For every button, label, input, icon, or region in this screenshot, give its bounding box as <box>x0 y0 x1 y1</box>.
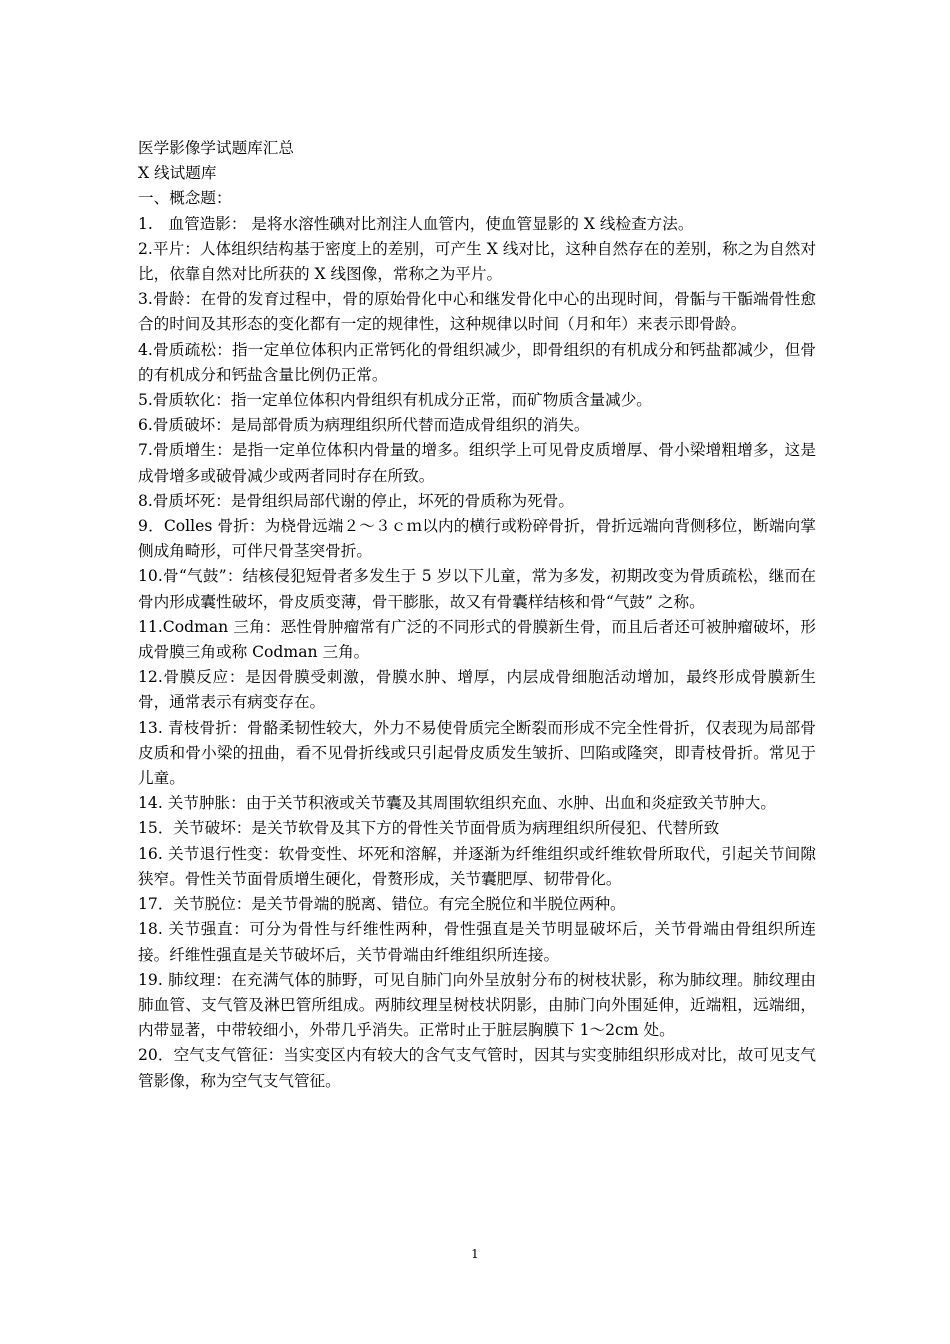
entry-19: 19. 肺纹理：在充满气体的肺野，可见自肺门向外呈放射分布的树枝状影，称为肺纹理。肺纹理由肺血管、支气管及淋巴管所组成。两肺纹理呈树枝状阴影，由肺门向外围延伸，近端粗，远端细，内带显著，中带较细小，外带几乎消失。正常时止于脏层胸膜下 1～2cm 处。 <box>138 970 816 1040</box>
entry-18: 18. 关节强直：可分为骨性与纤维性两种，骨性强直是关节明显破坏后，关节骨端由骨组织所连接。纤维性强直是关节破坏后，关节骨端由纤维组织所连接。 <box>138 920 816 964</box>
entry-5: 5.骨质软化：指一定单位体积内骨组织有机成分正常，而矿物质含量减少。 <box>138 391 652 410</box>
entry-14: 14. 关节肿胀：由于关节积液或关节囊及其周围软组织充血、水肿、出血和炎症致关节肿大。 <box>138 794 776 813</box>
entry-4: 4.骨质疏松：指一定单位体积内正常钙化的骨组织减少，即骨组织的有机成分和钙盐都减少，但骨的有机成分和钙盐含量比例仍正常。 <box>138 340 816 384</box>
entry-6: 6.骨质破坏：是局部骨质为病理组织所代替而造成骨组织的消失。 <box>138 416 590 435</box>
entry-16: 16. 关节退行性变：软骨变性、坏死和溶解，并逐渐为纤维组织或纤维软骨所取代，引起关节间隙狭窄。骨性关节面骨质增生硬化，骨赘形成，关节囊肥厚、韧带骨化。 <box>138 844 816 888</box>
entry-10: 10.骨“气鼓”：结核侵犯短骨者多发生于 5 岁以下儿童，常为多发，初期改变为骨质疏松，继而在骨内形成囊性破坏，骨皮质变薄，骨干膨胀，故又有骨囊样结核和骨“气鼓” 之称。 <box>138 567 816 611</box>
section-heading: 一、概念题： <box>138 189 232 208</box>
entry-2: 2.平片：人体组织结构基于密度上的差别，可产生 X 线对比，这种自然存在的差别，称之为自然对比，依靠自然对比所获的 X 线图像，常称之为平片。 <box>138 239 816 284</box>
entry-7: 7.骨质增生：是指一定单位体积内骨量的增多。组织学上可见骨皮质增厚、骨小梁增粗增多，这是成骨增多或破骨减少或两者同时存在所致。 <box>138 441 816 485</box>
document-body <box>138 136 816 1094</box>
document-subtitle: X 线试题库 <box>138 164 217 183</box>
entry-17: 17．关节脱位：是关节骨端的脱离、错位。有完全脱位和半脱位两种。 <box>138 895 626 914</box>
entry-15: 15．关节破坏：是关节软骨及其下方的骨性关节面骨质为病理组织所侵犯、代替所致 <box>138 819 720 838</box>
entry-11: 11.Codman 三角：恶性骨肿瘤常有广泛的不同形式的骨膜新生骨，而且后者还可被肿瘤破坏，形成骨膜三角或称 Codman 三角。 <box>138 617 816 662</box>
page-number: 1 <box>471 1247 479 1261</box>
document-title: 医学影像学试题库汇总 <box>138 139 294 157</box>
entry-13: 13. 青枝骨折：骨骼柔韧性较大，外力不易使骨质完全断裂而形成不完全性骨折，仅表现为局部骨皮质和骨小梁的扭曲，看不见骨折线或只引起骨皮质发生皱折、凹陷或隆突，即青枝骨折。常见于儿童。 <box>138 718 816 788</box>
entry-3: 3.骨龄：在骨的发育过程中，骨的原始骨化中心和继发骨化中心的出现时间，骨骺与干骺端骨性愈合的时间及其形态的变化都有一定的规律性，这种规律以时间（月和年）来表示即骨龄。 <box>138 290 816 334</box>
entry-8: 8.骨质坏死：是骨组织局部代谢的停止，坏死的骨质称为死骨。 <box>138 491 574 510</box>
entry-1: 1. 血管造影： 是将水溶性碘对比剂注人血管内，使血管显影的 X 线检查方法。 <box>138 214 694 233</box>
entry-20: 20．空气支气管征：当实变区内有较大的含气支气管时，因其与实变肺组织形成对比，故可见支气管影像，称为空气支气管征。 <box>138 1046 816 1090</box>
entry-12: 12.骨膜反应：是因骨膜受刺激，骨膜水肿、增厚，内层成骨细胞活动增加，最终形成骨膜新生骨，通常表示有病变存在。 <box>138 668 816 712</box>
entry-9: 9．Colles 骨折：为桡骨远端２～３ｃｍ以内的横行或粉碎骨折，骨折远端向背侧移位，断端向掌侧成角畸形，可伴尺骨茎突骨折。 <box>138 517 816 561</box>
